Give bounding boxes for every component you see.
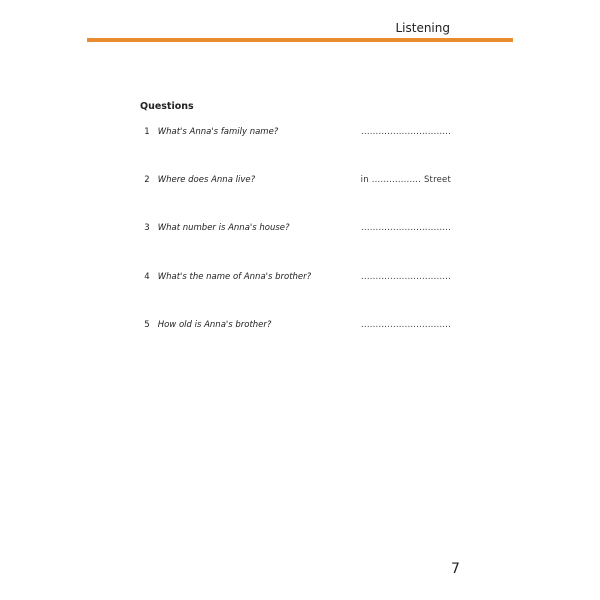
answer-blank[interactable]: ............................... xyxy=(361,272,451,282)
question-item xyxy=(140,175,451,185)
question-item xyxy=(140,272,451,282)
question-number: 5 xyxy=(144,320,150,330)
question-text: What's the name of Anna's brother? xyxy=(157,272,312,282)
question-number: 3 xyxy=(144,223,150,233)
question-text: Where does Anna live? xyxy=(157,175,256,185)
question-item xyxy=(140,320,451,330)
section-title: Listening xyxy=(395,21,450,35)
question-text: What number is Anna's house? xyxy=(157,223,290,233)
answer-blank[interactable]: ............................... xyxy=(361,223,451,233)
question-number: 1 xyxy=(144,127,150,137)
question-number: 2 xyxy=(144,175,150,185)
answer-blank[interactable]: ............................... xyxy=(361,320,451,330)
question-item xyxy=(140,223,451,233)
questions-heading: Questions xyxy=(140,101,194,112)
question-item xyxy=(140,127,451,137)
question-text: How old is Anna's brother? xyxy=(157,320,272,330)
answer-blank[interactable]: ............................... xyxy=(361,127,451,137)
question-text: What's Anna's family name? xyxy=(157,127,279,137)
page-number: 7 xyxy=(451,561,460,577)
question-number: 4 xyxy=(144,272,150,282)
answer-blank[interactable]: in ................. Street xyxy=(360,175,451,185)
header-divider xyxy=(87,38,513,42)
